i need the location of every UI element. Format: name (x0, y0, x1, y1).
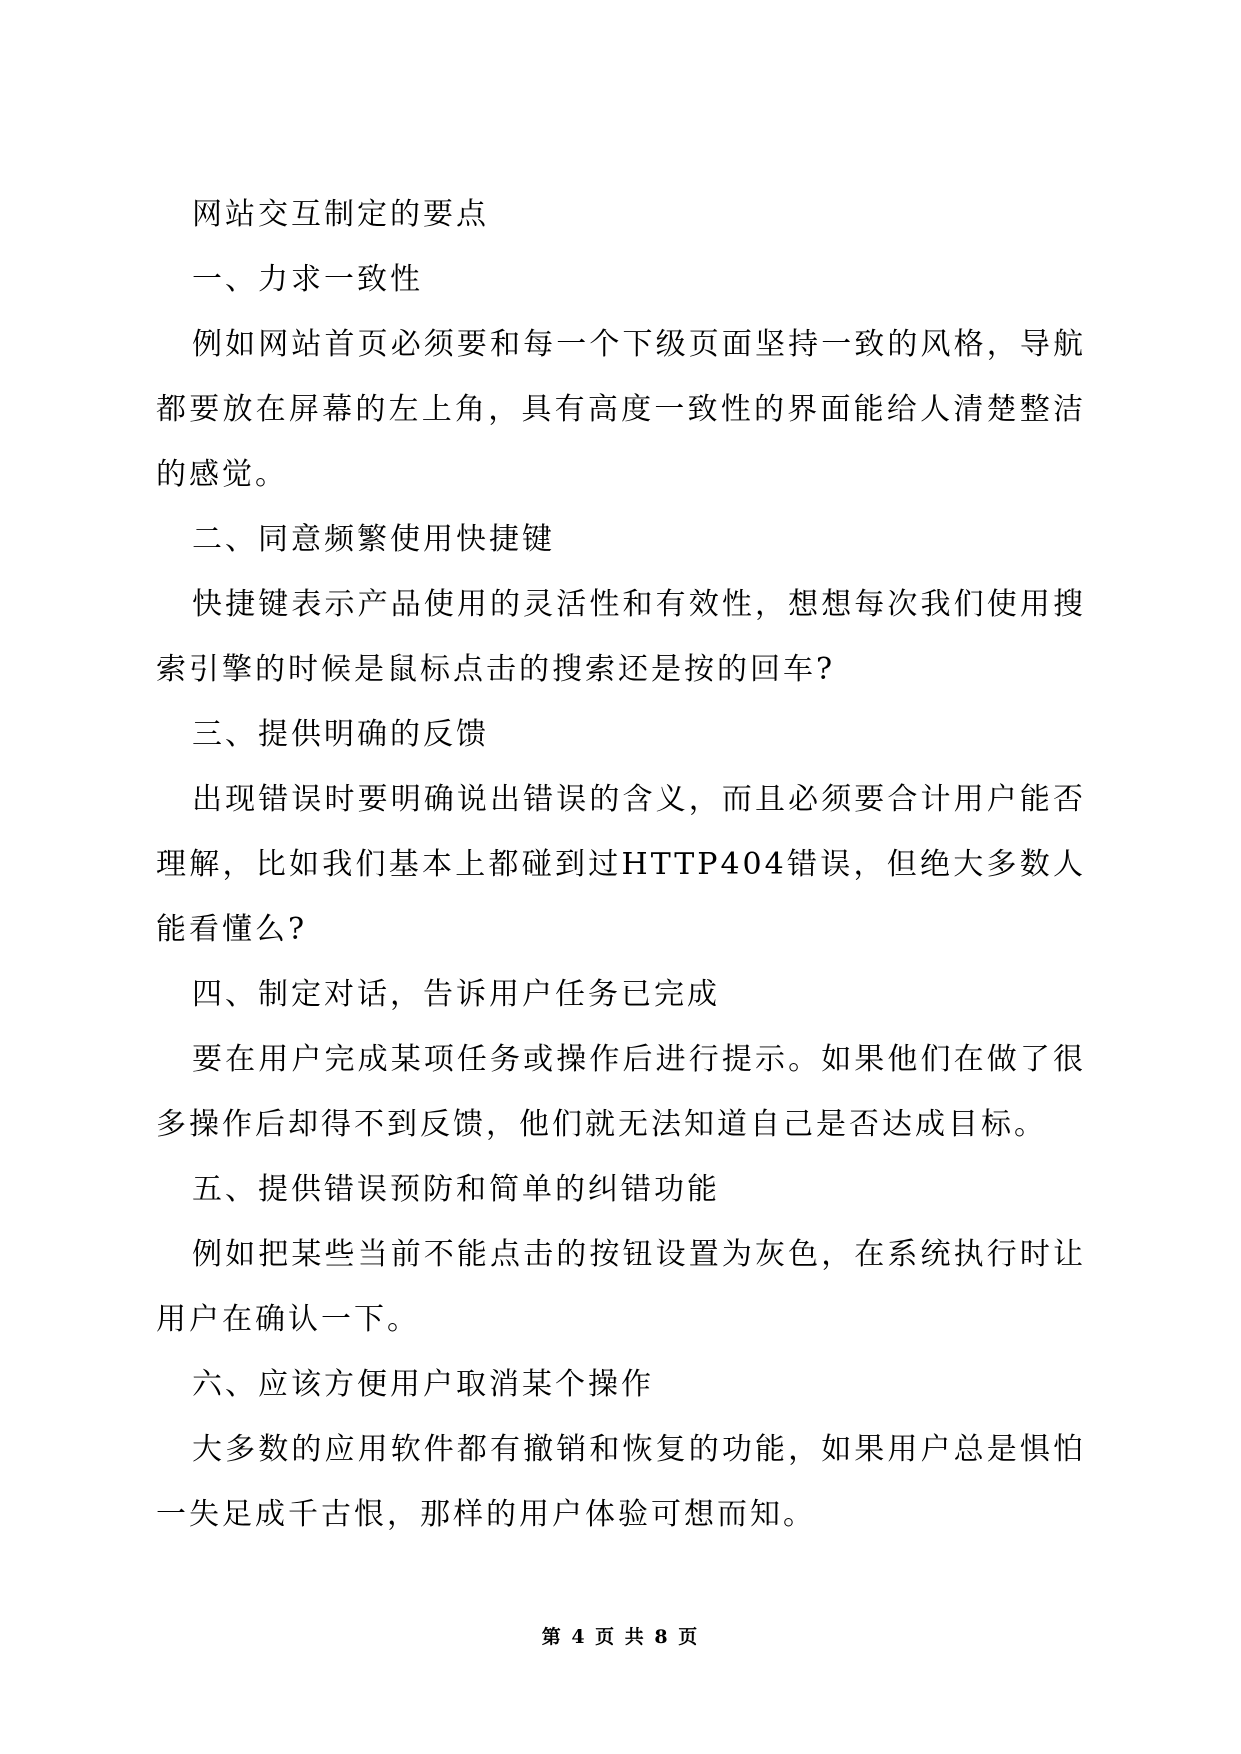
page-number-footer: 第 4 页 共 8 页 (541, 1626, 700, 1648)
section-body-2: 快捷键表示产品使用的灵活性和有效性，想想每次我们使用搜索引擎的时候是鼠标点击的搜索还是按的回车? (156, 587, 1086, 687)
section-body-6: 大多数的应用软件都有撤销和恢复的功能，如果用户总是惧怕一失足成千古恨，那样的用户体验可想而知。 (156, 1432, 1086, 1532)
section-heading-6: 六、应该方便用户取消某个操作 (192, 1367, 654, 1402)
section-heading-3: 三、提供明确的反馈 (192, 717, 489, 752)
document-title: 网站交互制定的要点 (192, 197, 489, 232)
section-heading-5: 五、提供错误预防和简单的纠错功能 (192, 1172, 720, 1207)
section-heading-1: 一、力求一致性 (192, 262, 423, 297)
section-heading-2: 二、同意频繁使用快捷键 (192, 522, 555, 557)
document-content (156, 182, 1086, 1547)
section-body-5: 例如把某些当前不能点击的按钮设置为灰色，在系统执行时让用户在确认一下。 (156, 1237, 1086, 1337)
section-heading-4: 四、制定对话，告诉用户任务已完成 (192, 977, 720, 1012)
section-body-1: 例如网站首页必须要和每一个下级页面坚持一致的风格，导航都要放在屏幕的左上角，具有高度一致性的界面能给人清楚整洁的感觉。 (156, 327, 1086, 492)
section-body-4: 要在用户完成某项任务或操作后进行提示。如果他们在做了很多操作后却得不到反馈，他们就无法知道自己是否达成目标。 (156, 1042, 1086, 1142)
section-body-3: 出现错误时要明确说出错误的含义，而且必须要合计用户能否理解，比如我们基本上都碰到过HTTP404错误，但绝大多数人能看懂么? (156, 782, 1086, 947)
